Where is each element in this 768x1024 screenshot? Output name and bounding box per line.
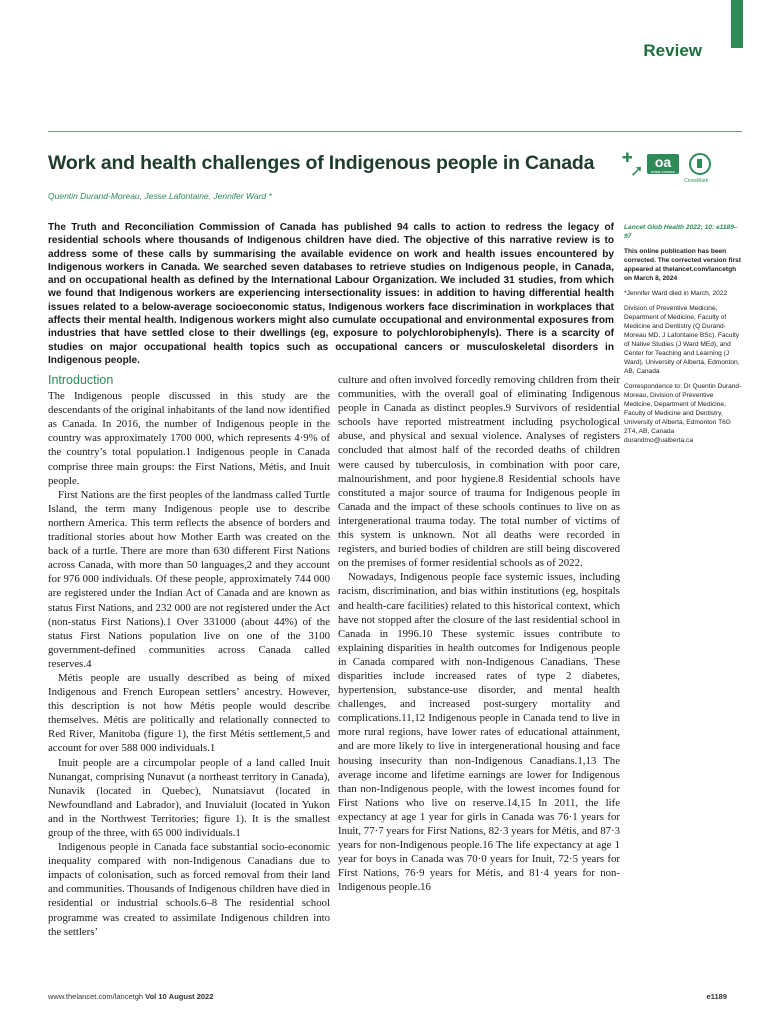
footer-url[interactable]: www.thelancet.com/lancetgh	[48, 992, 144, 1001]
body-paragraph: First Nations are the first peoples of the landmass called Turtle Island, the term many Indigenous people use to describe northern America. This term reflects the absence of borders and traditional stories about how Mother Earth was created on the back of a turtle. There are more than 630 different First Nations across Canada, with more than 50 languages,2 and they account for 976 000 individuals. Of these people, approximately 744 000 are registered under the Indian Act of Canada and are known as status First Nations, and 232 000 are not registered under the Act (non-status First Nations).1 Over 331000 (about 44%) of the status First Nations population live on one of the 3100 government-defined communities across Canada called reserves.4	[48, 488, 330, 670]
open-access-icon[interactable]	[647, 154, 679, 174]
footer-date: August 2022	[168, 992, 214, 1001]
correction-note: This online publication has been corrected. The corrected version first appeared at thelancet.com/lancetgh on March 8, 2024	[624, 248, 741, 282]
plus-icon[interactable]: ✚	[622, 151, 633, 166]
body-paragraph: The Indigenous people discussed in this study are the descendants of the original inhabitants of the land now identified as Canada. In 2016, the number of Indigenous people in the country was approximately 1700 000, which represents 4·9% of the country’s total population.1 Indigenous people in Canada comprise three main groups: the First Nations, Métis, and Inuit people.	[48, 390, 330, 487]
abstract: The Truth and Reconciliation Commission of Canada has published 94 calls to action to redress the legacy of residential schools where thousands of Indigenous children have died. The objective of this narrative review is to address some of these calls by summarising the available evidence on work and health issues encountered by Indigenous workers in Canada. We searched seven databases to retrieve studies on Indigenous people, in Canada, and on occupational health as defined by the International Labour Organization. We included 31 studies, from which we found that Indigenous workers are experiencing intersectionality issues: in addition to having differential health issues related to a below-average socioeconomic status, Indigenous workers face discrimination in workplaces that affects their mental health. Indigenous workers might also cumulate occupational and environmental exposures from industries that have settled close to their dwellings (eg, exposure to polychlorobiphenyls). There is a scarcity of studies on major occupational health topics such as occupational cancers or musculoskeletal disorders in Indigenous people.	[48, 222, 614, 366]
correspondence: Correspondence to: Dr Quentin Durand-Moreau, Division of Preventive Medicine, Department of Medicine, Faculty of Medicine and Dentistry, University of Alberta, Edmonton T6G 2T4, AB, Canada durandmo@ualberta.ca	[624, 383, 742, 444]
page-number: e1189	[706, 992, 727, 1001]
crossmark-icon[interactable]	[689, 153, 711, 175]
header-divider	[48, 131, 742, 132]
body-paragraph: Inuit people are a circumpolar people of a land called Inuit Nunangat, comprising Nunavut (a northeast territory in Canada), Nunavik (located in Quebec), Nunatsiavut (located in Newfoundland and Labrador), and Inuvialuit (located in Yukon and in the Northwest Territories; figure 1). It is the smallest group of the three, with 65 000 individuals.1	[48, 756, 330, 839]
footer-journal-info	[48, 992, 213, 1001]
article-title: Work and health challenges of Indigenous people in Canada	[48, 152, 595, 174]
body-paragraph: Métis people are usually described as being of mixed Indigenous and French European settlers’ ancestry. However, this description is not how Métis people would describe themselves. Métis are politically and relationally connected to Red River, Manitoba (figure 1), the first Métis settlement,5 and account for over 588 000 individuals.1	[48, 671, 330, 755]
cursor-icon: ➚	[630, 161, 644, 180]
body-paragraph: Nowadays, Indigenous people face systemic issues, including racism, discrimination, and bias within institutions (eg, hospitals and health-care facilities) related to this historical context, which have not stopped after the closure of the last residential school in Canada in 1996.10 These systemic issues contribute to explaining disparities in health outcomes for Indigenous people in Canada compared with non-Indigenous Canadians. These disparities include increased rates of type 2 diabetes, hypertension, substance-use disorder, and mental health challenges, and increased post-surgery mortality and complications.11,12 Indigenous people in Canada tend to live in more rural regions, have lower rates of educational attainment, and are more likely to live in intergenerational housing and face housing insecurity than non-Indigenous Canadians.1,13 The average income and lifetime earnings are lower for Indigenous than non-Indigenous people, with the lowest incomes found for First Nations who live on reserve.14,15 In 2011, the life expectancy at age 1 year for girls in Canada was 76·1 years for Inuit, 77·7 years for First Nations, 82·3 years for Métis, and 87·3 years for non-Indigenous people.16 The life expectancy at age 1 year for boys in Canada was 70·0 years for Inuit, 72·5 years for First Nations, 76·9 years for Métis, and 81·4 years for non-Indigenous people.16	[338, 571, 620, 894]
deceased-note: *Jennifer Ward died in March, 2022	[624, 290, 728, 297]
author-list: Quentin Durand-Moreau, Jesse Lafontaine, Jennifer Ward *	[48, 191, 272, 201]
open-access-subtext: OPEN ACCESS	[651, 170, 675, 174]
header-accent-bar	[731, 0, 743, 48]
open-access-text: oa	[654, 154, 672, 170]
body-column-right	[338, 373, 620, 894]
body-paragraph: culture and often involved forcedly removing children from their communities, with the overall goal of eliminating Indigenous people in Canada as distinct peoples.9 Survivors of residential schools have reported mistreatment including psychological abuse, and physical and sexual violence. Analyses of registers concluded that almost half of the recorded deaths of children were caused by tuberculosis, in combination with poor care, malnourishment, and poor hygiene.8 Residential schools have constituted a major source of trauma for Indigenous people in Canada and the impact of these schools continues to live on as intergenerational trauma today. The total number of victims of this system is unknown. Not all deaths were recorded in registers, and buried bodies of children are still being discovered on the premises of former residential schools as of 2022.	[338, 374, 620, 570]
crossmark-label: CrossMark	[684, 178, 709, 184]
body-paragraph: Indigenous people in Canada face substantial socio-economic inequality compared with non-Indigenous Canadians due to impacts of colonisation, such as forced removal from their land and communities. Thousands of Indigenous children have died in residential or industrial schools.6–8 The residential school programme was created to assimilate Indigenous children into the settlers’	[48, 841, 330, 938]
article-badges	[622, 151, 722, 191]
article-sidebar	[624, 223, 742, 451]
citation: Lancet Glob Health 2022; 10: e1189–97	[624, 224, 738, 240]
affiliation: Division of Preventive Medicine, Department of Medicine, Faculty of Medicine and Dentistry (Q Durand-Moreau MD, J Lafontaine BSc), Faculty of Native Studies (J Ward MEd), and Center for Teaching and Learning (J Ward), University of Alberta, Edmonton, AB, Canada	[624, 305, 740, 375]
footer-volume: Vol 10	[145, 992, 167, 1001]
section-label: Review	[643, 41, 702, 60]
section-heading-introduction: Introduction	[48, 373, 114, 387]
body-column-left	[48, 373, 330, 939]
